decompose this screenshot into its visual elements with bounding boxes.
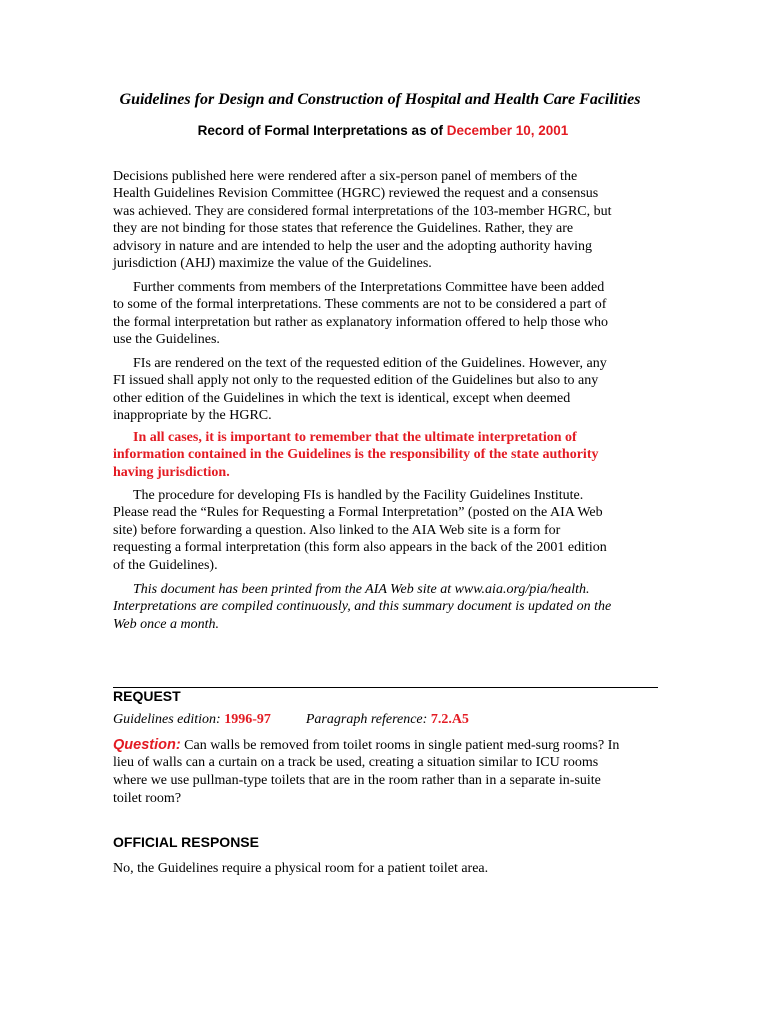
intro-paragraph-5-line: The procedure for developing FIs is handled by the Facility Guidelines Institute. <box>133 488 584 503</box>
question-text: Can walls be removed from toilet rooms in single patient med-surg rooms? In <box>184 738 620 753</box>
section-divider <box>113 687 658 688</box>
intro-paragraph-3-line: other edition of the Guidelines in which the text is identical, except when deemed <box>113 390 571 406</box>
intro-paragraph-1 <box>113 168 661 272</box>
important-notice-line: information contained in the Guidelines is the responsibility of the state authority <box>113 447 599 463</box>
edition-label: Guidelines edition: <box>113 712 221 727</box>
intro-paragraph-2-line: Further comments from members of the Interpretations Committee have been added <box>133 280 605 295</box>
edition-reference-line <box>113 711 469 728</box>
question-line <box>113 736 661 754</box>
intro-paragraph-5-line: of the Guidelines). <box>113 557 218 573</box>
document-title: Guidelines for Design and Construction of Hospital and Health Care Facilities <box>119 91 641 108</box>
edition-value: 1996-97 <box>224 712 271 727</box>
question-line: where we use pullman-type toilets that are in the room rather than in a separate in-suite <box>113 773 601 788</box>
intro-paragraph-1-line: advisory in nature and are intended to help the user and the adopting authority having <box>113 238 592 254</box>
subtitle-date: December 10, 2001 <box>446 123 569 138</box>
intro-paragraph-3 <box>113 355 661 425</box>
question-block <box>113 736 661 808</box>
web-source-note-line: Web once a month. <box>113 616 220 632</box>
intro-paragraph-5 <box>113 487 661 574</box>
intro-paragraph-1-line: jurisdiction (AHJ) maximize the value of the Guidelines. <box>113 255 432 271</box>
web-source-note <box>113 581 661 633</box>
intro-paragraph-2-line: the formal interpretation but rather as explanatory information offered to help those who <box>113 314 609 330</box>
intro-paragraph-5-line: site) before forwarding a question. Also linked to the AIA Web site is a form for <box>113 522 561 538</box>
intro-paragraph-1-line: Health Guidelines Revision Committee (HGRC) reviewed the request and a consensus <box>113 186 599 202</box>
official-response-text: No, the Guidelines require a physical room for a patient toilet area. <box>113 861 489 876</box>
intro-paragraph-2-line: use the Guidelines. <box>113 332 220 348</box>
question-label: Question: <box>113 737 181 753</box>
question-line: lieu of walls can a curtain on a track be used, creating a situation similar to ICU rooms <box>113 755 599 770</box>
paragraph-reference-label: Paragraph reference: <box>305 712 428 727</box>
intro-paragraph-5-line: Please read the “Rules for Requesting a Formal Interpretation” (posted on the AIA Web <box>113 505 603 521</box>
intro-paragraph-2-line: to some of the formal interpretations. These comments are not to be considered a part of <box>113 297 607 313</box>
web-source-note-line: Interpretations are compiled continuously, and this summary document is updated on the <box>113 599 612 615</box>
intro-paragraph-2 <box>113 279 661 349</box>
official-response <box>113 860 661 877</box>
intro-paragraph-1-line: was achieved. They are considered formal interpretations of the 103-member HGRC, but <box>113 203 612 219</box>
intro-paragraph-5-line: requesting a formal interpretation (this form also appears in the back of the 2001 edition <box>113 540 607 556</box>
important-notice-line: In all cases, it is important to remember that the ultimate interpretation of <box>133 430 577 445</box>
document-subtitle <box>60 122 706 140</box>
request-heading: REQUEST <box>113 688 181 704</box>
intro-paragraph-3-line: FI issued shall apply not only to the requested edition of the Guidelines but also to any <box>113 373 599 389</box>
intro-paragraph-1-line: they are not binding for those states that reference the Guidelines. Rather, they are <box>113 221 574 237</box>
official-response-heading: OFFICIAL RESPONSE <box>113 834 259 850</box>
intro-paragraph-3-line: FIs are rendered on the text of the requested edition of the Guidelines. However, any <box>133 356 607 371</box>
web-source-note-line: This document has been printed from the AIA Web site at www.aia.org/pia/health. <box>133 582 590 597</box>
important-notice <box>113 429 661 481</box>
question-line: toilet room? <box>113 791 182 806</box>
subtitle-text: Record of Formal Interpretations as of <box>197 123 443 138</box>
intro-paragraph-3-line: inappropriate by the HGRC. <box>113 408 272 424</box>
paragraph-reference-value: 7.2.A5 <box>430 712 469 727</box>
intro-paragraph-1-line: Decisions published here were rendered after a six-person panel of members of the <box>113 169 578 184</box>
important-notice-line: having jurisdiction. <box>113 464 230 480</box>
